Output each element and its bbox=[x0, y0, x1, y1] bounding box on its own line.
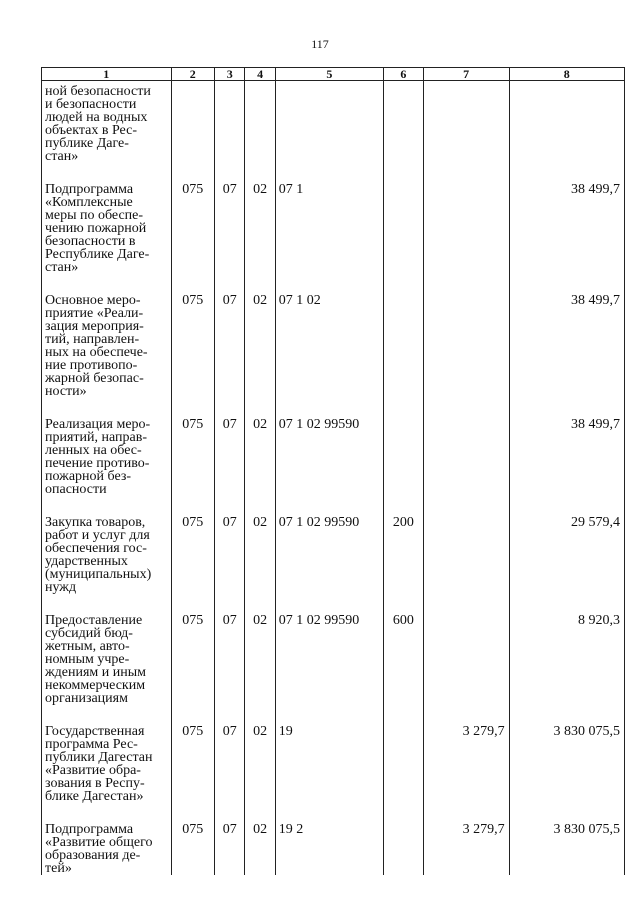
cell-col-2: 075 bbox=[171, 594, 215, 705]
row-name: Подпрограмма «Комплексные меры по обеспе- чению пожарной безопасности в Республике Даге- стан» bbox=[42, 163, 172, 274]
cell-col-4: 02 bbox=[245, 274, 275, 398]
header-col-8: 8 bbox=[509, 68, 624, 81]
cell-col-6 bbox=[384, 81, 423, 164]
cell-col-7 bbox=[423, 274, 509, 398]
cell-col-5: 19 2 bbox=[275, 803, 383, 875]
cell-col-7: 3 279,7 bbox=[423, 803, 509, 875]
cell-col-4: 02 bbox=[245, 163, 275, 274]
cell-col-2: 075 bbox=[171, 274, 215, 398]
cell-col-8: 3 830 075,5 bbox=[509, 705, 624, 803]
cell-col-4: 02 bbox=[245, 705, 275, 803]
cell-col-8: 8 920,3 bbox=[509, 594, 624, 705]
table-row bbox=[42, 398, 625, 496]
table-row bbox=[42, 163, 625, 274]
cell-col-8: 29 579,4 bbox=[509, 496, 624, 594]
cell-col-2 bbox=[171, 81, 215, 164]
table-row bbox=[42, 594, 625, 705]
cell-col-8: 38 499,7 bbox=[509, 274, 624, 398]
header-col-6: 6 bbox=[384, 68, 423, 81]
cell-col-3: 07 bbox=[215, 398, 245, 496]
header-row bbox=[42, 68, 625, 81]
budget-table bbox=[41, 67, 625, 875]
cell-col-8: 38 499,7 bbox=[509, 398, 624, 496]
cell-col-8: 38 499,7 bbox=[509, 163, 624, 274]
cell-col-6 bbox=[384, 803, 423, 875]
header-col-2: 2 bbox=[171, 68, 215, 81]
table-row bbox=[42, 274, 625, 398]
header-col-5: 5 bbox=[275, 68, 383, 81]
cell-col-2: 075 bbox=[171, 496, 215, 594]
cell-col-5: 07 1 02 99590 bbox=[275, 398, 383, 496]
table-row bbox=[42, 705, 625, 803]
row-name: Подпрограмма «Развитие общего образования де- тей» bbox=[42, 803, 172, 875]
cell-col-3: 07 bbox=[215, 803, 245, 875]
row-name: Закупка товаров, работ и услуг для обеспечения гос- ударственных (муниципальных) нужд bbox=[42, 496, 172, 594]
cell-col-7 bbox=[423, 163, 509, 274]
cell-col-2: 075 bbox=[171, 163, 215, 274]
page-number: 117 bbox=[311, 37, 329, 51]
cell-col-6: 200 bbox=[384, 496, 423, 594]
cell-col-3: 07 bbox=[215, 274, 245, 398]
cell-col-8 bbox=[509, 81, 624, 164]
row-name: ной безопасности и безопасности людей на водных объектах в Рес- публике Даге- стан» bbox=[42, 81, 172, 164]
cell-col-2: 075 bbox=[171, 398, 215, 496]
cell-col-5: 07 1 02 99590 bbox=[275, 496, 383, 594]
cell-col-5: 07 1 bbox=[275, 163, 383, 274]
row-name: Государственная программа Рес- публики Дагестан «Развитие обра- зования в Респу- блике Дагестан» bbox=[42, 705, 172, 803]
cell-col-2: 075 bbox=[171, 803, 215, 875]
cell-col-7 bbox=[423, 398, 509, 496]
cell-col-7: 3 279,7 bbox=[423, 705, 509, 803]
cell-col-5: 07 1 02 bbox=[275, 274, 383, 398]
cell-col-7 bbox=[423, 81, 509, 164]
row-name: Предоставление субсидий бюд- жетным, авто- номным учре- ждениям и иным некоммерческим организациям bbox=[42, 594, 172, 705]
cell-col-6 bbox=[384, 163, 423, 274]
cell-col-6 bbox=[384, 705, 423, 803]
cell-col-6 bbox=[384, 274, 423, 398]
row-name: Реализация меро- приятий, направ- ленных на обес- печение противо- пожарной без- опасности bbox=[42, 398, 172, 496]
cell-col-8: 3 830 075,5 bbox=[509, 803, 624, 875]
cell-col-4: 02 bbox=[245, 496, 275, 594]
cell-col-7 bbox=[423, 496, 509, 594]
header-col-1: 1 bbox=[42, 68, 172, 81]
table-row bbox=[42, 81, 625, 164]
cell-col-2: 075 bbox=[171, 705, 215, 803]
cell-col-4: 02 bbox=[245, 803, 275, 875]
cell-col-5: 19 bbox=[275, 705, 383, 803]
cell-col-3: 07 bbox=[215, 594, 245, 705]
table-row bbox=[42, 803, 625, 875]
cell-col-6: 600 bbox=[384, 594, 423, 705]
header-col-3: 3 bbox=[215, 68, 245, 81]
cell-col-3: 07 bbox=[215, 705, 245, 803]
cell-col-4: 02 bbox=[245, 594, 275, 705]
cell-col-5: 07 1 02 99590 bbox=[275, 594, 383, 705]
cell-col-7 bbox=[423, 594, 509, 705]
cell-col-3: 07 bbox=[215, 163, 245, 274]
cell-col-4 bbox=[245, 81, 275, 164]
cell-col-6 bbox=[384, 398, 423, 496]
header-col-4: 4 bbox=[245, 68, 275, 81]
table-row bbox=[42, 496, 625, 594]
cell-col-3 bbox=[215, 81, 245, 164]
cell-col-3: 07 bbox=[215, 496, 245, 594]
row-name: Основное меро- приятие «Реали- зация мероприя- тий, направлен- ных на обеспече- ние противопо- жарной безопас- ности» bbox=[42, 274, 172, 398]
cell-col-4: 02 bbox=[245, 398, 275, 496]
header-col-7: 7 bbox=[423, 68, 509, 81]
cell-col-5 bbox=[275, 81, 383, 164]
